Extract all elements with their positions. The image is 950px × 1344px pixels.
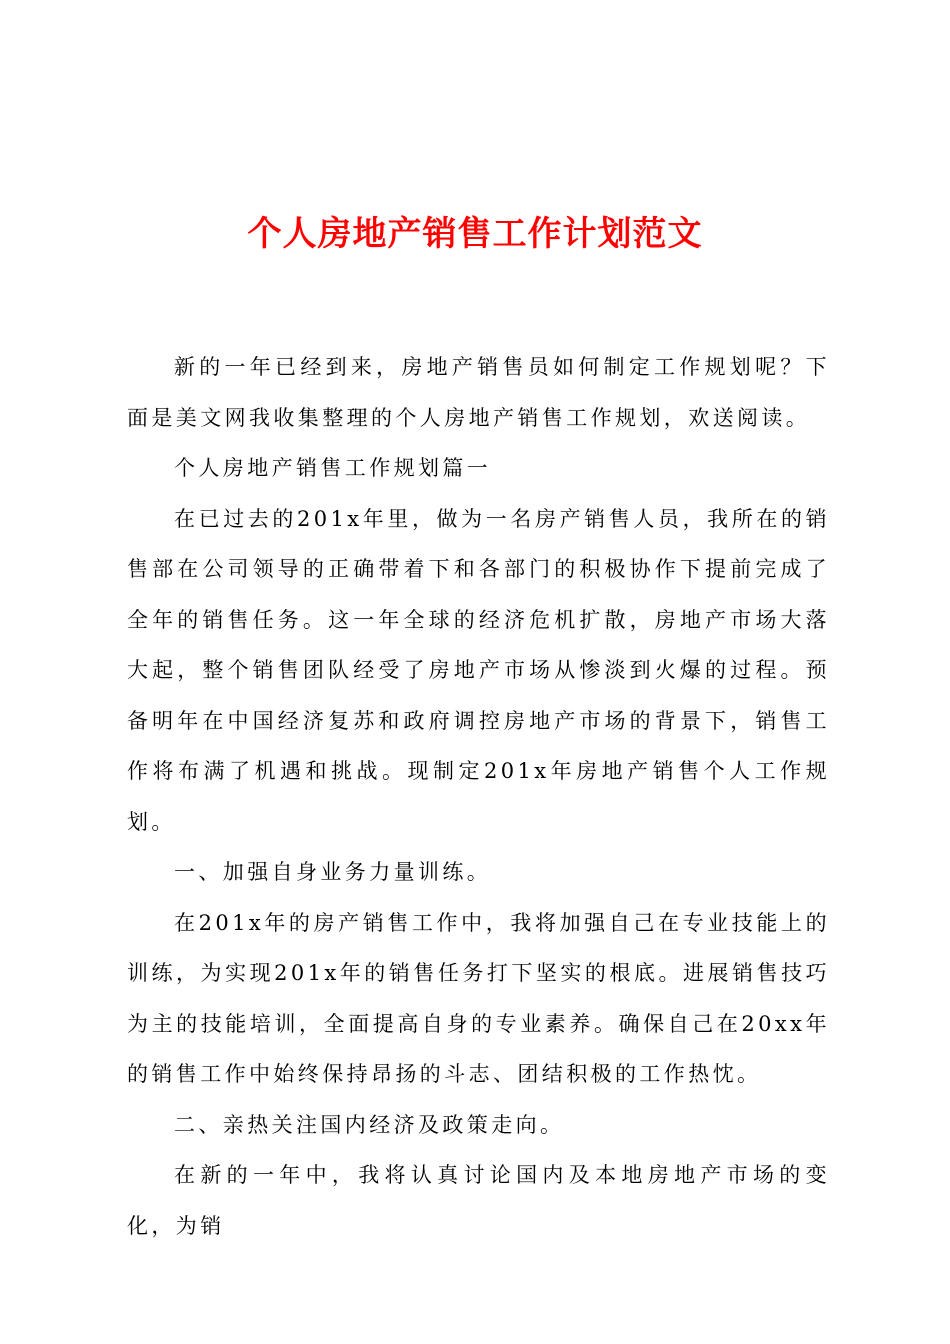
document-title: 个人房地产销售工作计划范文 bbox=[247, 214, 703, 254]
paragraph-policy: 在新的一年中，我将认真讨论国内及本地房地产市场的变化，为销 bbox=[127, 1163, 830, 1238]
item-heading-1: 一、加强自身业务力量训练。 bbox=[174, 860, 492, 884]
paragraph-training: 在201x年的房产销售工作中，我将加强自己在专业技能上的训练，为实现201x年的销售任务打下坚实的根底。进展销售技巧为主的技能培训，全面提高自身的专业素养。确保自己在20xx年的销售工作中始终保持昂扬的斗志、团结积极的工作热忱。 bbox=[127, 910, 830, 1086]
document-body bbox=[127, 342, 830, 1251]
paragraph-intro: 新的一年已经到来，房地产销售员如何制定工作规划呢？下面是美文网我收集整理的个人房地产销售工作规划，欢送阅读。 bbox=[127, 355, 830, 430]
section-heading-part-one: 个人房地产销售工作规划篇一 bbox=[174, 456, 492, 480]
paragraph-review: 在已过去的201x年里，做为一名房产销售人员，我所在的销售部在公司领导的正确带着下和各部门的积极协作下提前完成了全年的销售任务。这一年全球的经济危机扩散，房地产市场大落大起，整个销售团队经受了房地产市场从惨淡到火爆的过程。预备明年在中国经济复苏和政府调控房地产市场的背景下，销售工作将布满了机遇和挑战。现制定201x年房地产销售个人工作规划。 bbox=[127, 506, 830, 834]
item-heading-2: 二、亲热关注国内经济及政策走向。 bbox=[174, 1112, 565, 1137]
